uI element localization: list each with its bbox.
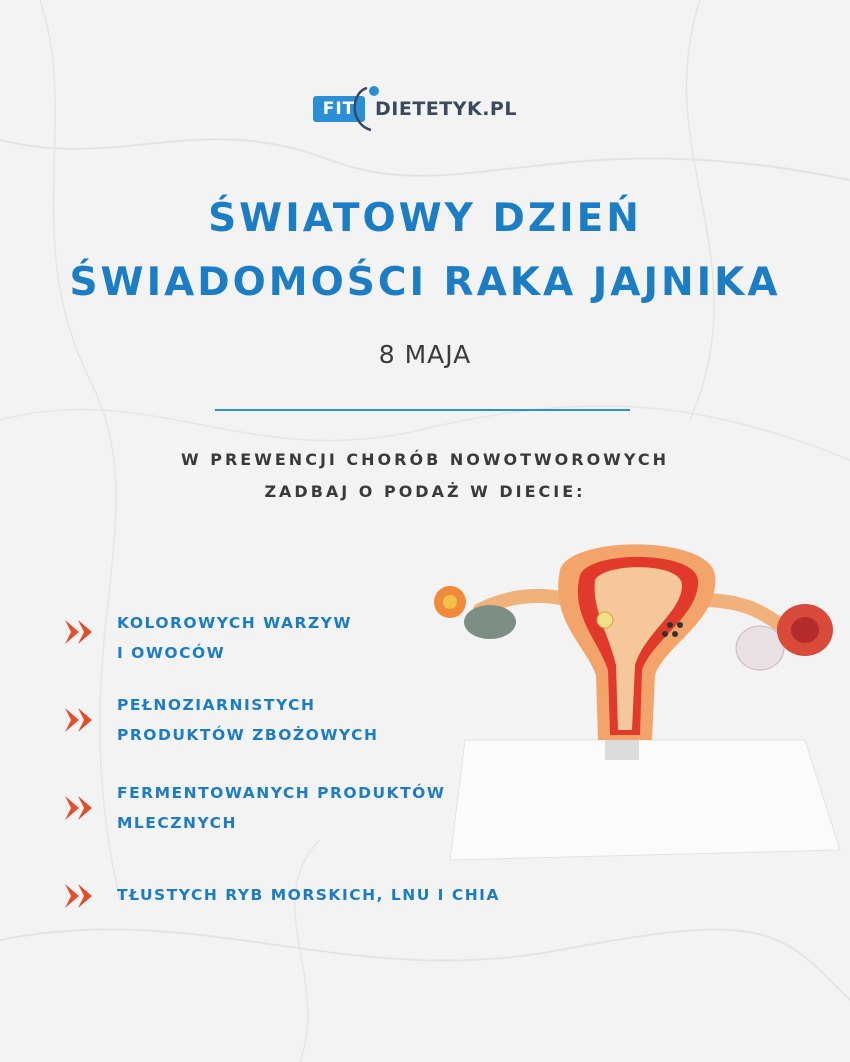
double-chevron-right-icon [62,704,96,736]
double-chevron-right-icon [62,616,96,648]
brand-logo [313,82,543,134]
divider [215,409,630,411]
subheading-line-2: ZADBAJ O PODAŻ W DIECIE: [264,482,586,501]
list-item-label-line-2: I OWOCÓW [117,644,226,662]
event-date: 8 MAJA [378,340,472,369]
page-title-line-1: ŚWIATOWY DZIEŃ [208,196,642,241]
uterus-model-illustration [420,530,850,870]
list-item-label-line-1: FERMENTOWANYCH PRODUKTÓW [117,784,446,802]
subheading-line-1: W PREWENCJI CHORÓB NOWOTWOROWYCH [181,450,669,469]
list-item-label-line-1: PEŁNOZIARNISTYCH [117,696,316,714]
logo-wordmark: DIETETYK.PL [375,98,517,120]
list-item-label-line-1: KOLOROWYCH WARZYW [117,614,353,632]
list-item-label-line-2: MLECZNYCH [117,814,237,832]
list-item-label-line-2: PRODUKTÓW ZBOŻOWYCH [117,726,379,744]
list-item-label-line-1: TŁUSTYCH RYB MORSKICH, LNU I CHIA [117,886,500,904]
double-chevron-right-icon [62,792,96,824]
double-chevron-right-icon [62,880,96,912]
page-title-line-2: ŚWIADOMOŚCI RAKA JAJNIKA [69,260,781,305]
logo-fit-badge: FIT [313,96,365,122]
